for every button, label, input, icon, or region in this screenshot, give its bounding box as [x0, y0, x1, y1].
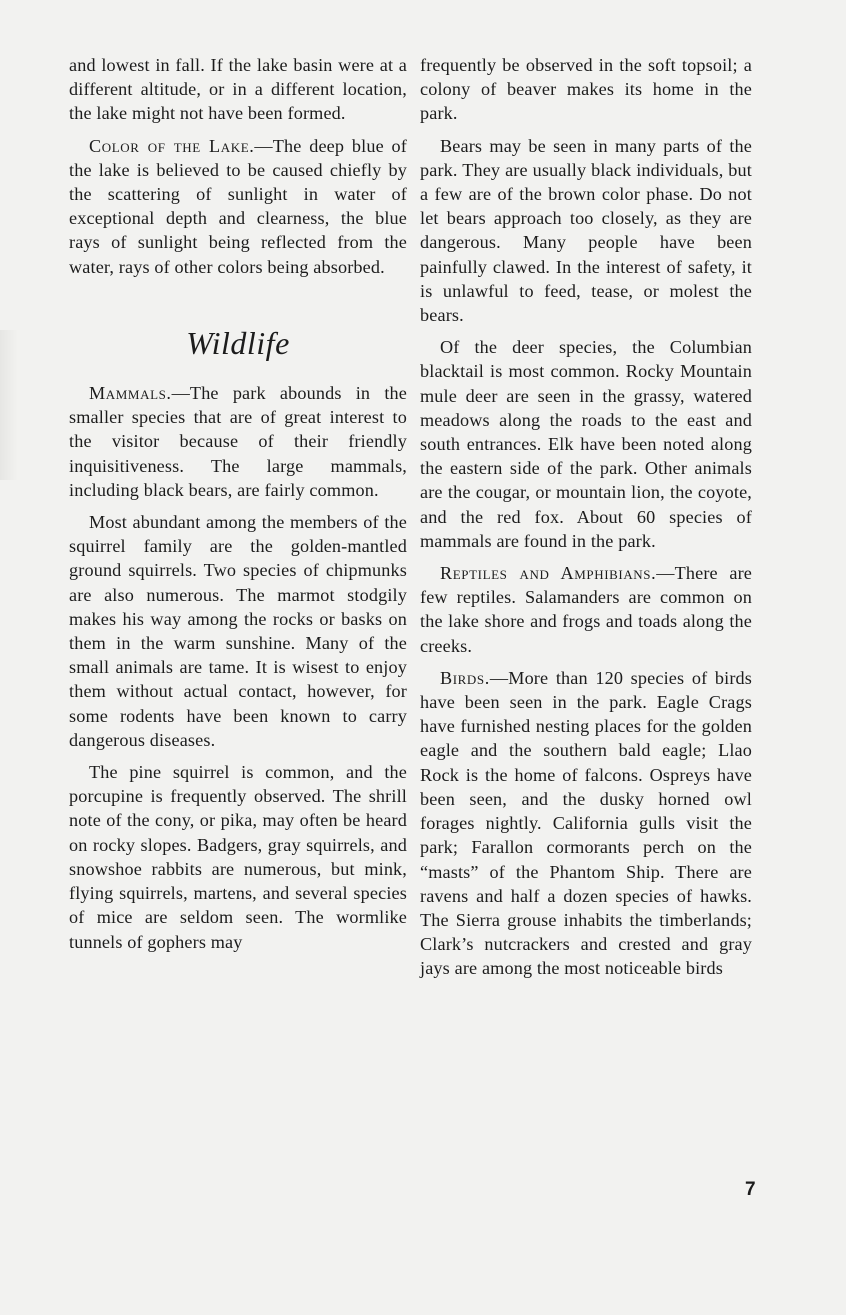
paragraph-text: —The park abounds in the smaller species that are of great interest to the visitor because of their friendly inquisitiveness. The large mammals, including black bears, are fairly common.	[69, 383, 407, 500]
paragraph-text: The pine squirrel is common, and the porcupine is frequently observed. The shrill note of the cony, or pika, may often be heard on rocky slopes. Badgers, gray squirrels, and snowshoe rabbits are numerous, but mink, flying squirrels, martens, and several species of mice are seldom seen. The wormlike tunnels of gophers may	[69, 762, 407, 952]
right-column	[420, 53, 752, 989]
paragraph-lake-basin	[69, 53, 407, 126]
run-in-heading-color-of-lake: Color of the Lake.	[89, 135, 255, 156]
paragraph-deer	[420, 335, 752, 553]
paragraph-birds	[420, 666, 752, 981]
paragraph-bears	[420, 134, 752, 328]
paragraph-reptiles-amphibians	[420, 561, 752, 658]
page-number: 7	[745, 1179, 756, 1200]
paragraph-text: Most abundant among the members of the squirrel family are the golden-mantled ground squirrels. Two species of chipmunks are also numerous. The marmot stodgily makes his way among the rocks or basks on them in the warm sunshine. Many of the small animals are tame. It is wisest to enjoy them without actual contact, however, for some rodents have been known to carry dangerous diseases.	[69, 512, 407, 750]
paragraph-pine-squirrel	[69, 760, 407, 954]
paragraph-text: —More than 120 species of birds have been seen in the park. Eagle Crags have furnished nesting places for the golden eagle and the southern bald eagle; Llao Rock is the home of falcons. Ospreys have been seen, and the dusky horned owl forages nightly. California gulls visit the park; Farallon cormorants perch on the “masts” of the Phantom Ship. There are ravens and half a dozen species of hawks. The Sierra grouse inhabits the timberlands; Clark’s nutcrackers and crested and gray jays are among the most noticeable birds	[420, 667, 752, 979]
paragraph-text: —The deep blue of the lake is believed to be caused chiefly by the scattering of sunlight in water of exceptional depth and clearness, the blue rays of sunlight being reflected from the water, rays of other colors being absorbed.	[69, 135, 407, 277]
paragraph-text: Of the deer species, the Columbian blacktail is most common. Rocky Mountain mule deer are seen in the grassy, watered meadows along the roads to the east and south entrances. Elk have been noted along the eastern side of the park. Other animals are the cougar, or mountain lion, the coyote, and the red fox. About 60 species of mammals are found in the park.	[420, 337, 752, 551]
run-in-heading-mammals: Mammals.	[89, 383, 172, 404]
paragraph-text: —There are few reptiles. Salamanders are common on the lake shore and frogs and toads along the creeks.	[420, 563, 752, 656]
paragraph-beaver	[420, 53, 752, 126]
run-in-heading-reptiles-amphibians: Reptiles and Amphibians.	[440, 563, 657, 584]
paragraph-color-of-lake	[69, 134, 407, 279]
paragraph-mammals	[69, 381, 407, 502]
paragraph-text: and lowest in fall. If the lake basin were at a different altitude, or in a different location, the lake might not have been formed.	[69, 55, 407, 124]
run-in-heading-birds: Birds.	[440, 667, 490, 688]
page-edge-shadow	[0, 330, 18, 480]
paragraph-squirrels	[69, 510, 407, 752]
section-title-wildlife: Wildlife	[186, 324, 290, 361]
left-column	[69, 53, 407, 962]
paragraph-text: Bears may be seen in many parts of the park. They are usually black individuals, but a few are of the brown color phase. Do not let bears approach too closely, as they are dangerous. Many people have been painfully clawed. In the interest of safety, it is unlawful to feed, tease, or molest the bears.	[420, 135, 752, 326]
paragraph-text: frequently be observed in the soft topsoil; a colony of beaver makes its home in the park.	[420, 55, 752, 124]
